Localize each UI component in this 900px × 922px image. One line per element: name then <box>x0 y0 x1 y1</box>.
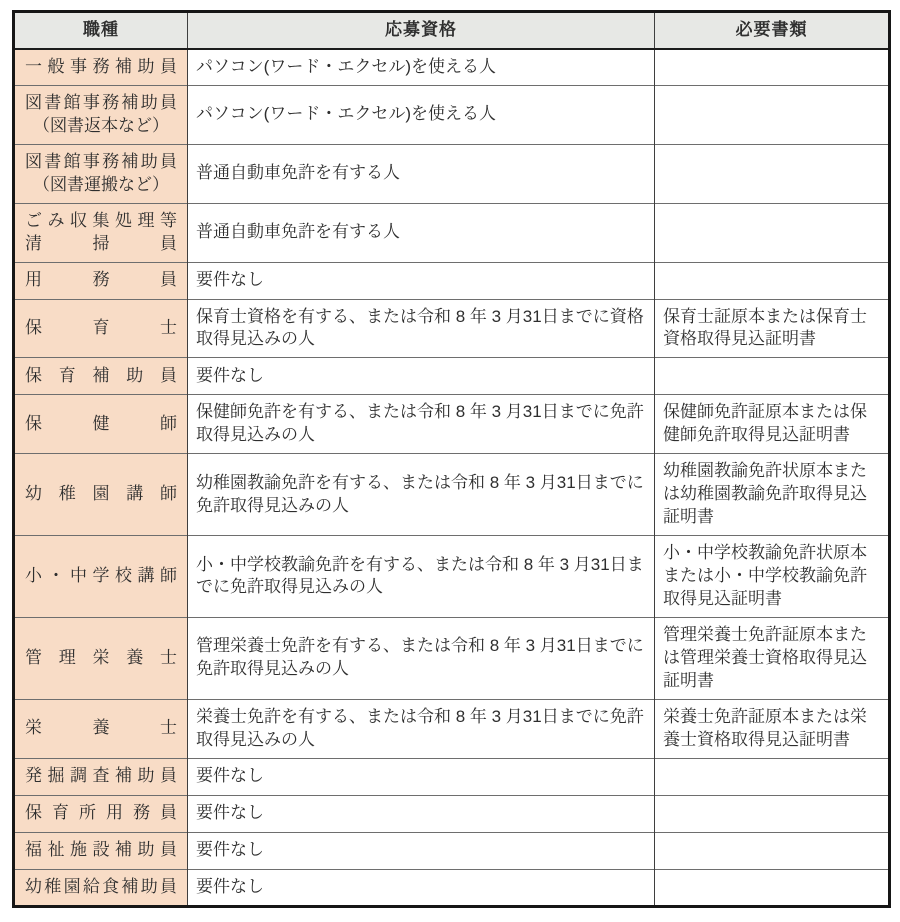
job-type-line: 発掘調査補助員 <box>25 766 177 786</box>
job-type-cell <box>14 832 188 869</box>
job-type-cell <box>14 758 188 795</box>
table-row <box>14 869 890 906</box>
job-type-cell <box>14 49 188 85</box>
job-type-line: 福祉施設補助員 <box>25 840 177 860</box>
documents-cell <box>655 85 890 144</box>
table-row <box>14 699 890 758</box>
table-row <box>14 536 890 618</box>
qualification-cell: 小・中学校教諭免許を有する、または令和 8 年 3 月31日までに免許取得見込みの人 <box>188 536 655 618</box>
qualification-cell: 普通自動車免許を有する人 <box>188 203 655 262</box>
documents-cell: 小・中学校教諭免許状原本または小・中学校教諭免許取得見込証明書 <box>655 536 890 618</box>
qualification-cell: 要件なし <box>188 832 655 869</box>
job-type-line: 一般事務補助員 <box>25 56 177 76</box>
documents-cell <box>655 795 890 832</box>
column-header-required-documents: 必要書類 <box>655 12 890 49</box>
job-type-cell <box>14 395 188 454</box>
column-header-qualifications: 応募資格 <box>188 12 655 49</box>
table-row <box>14 617 890 699</box>
table-header <box>14 12 890 49</box>
qualification-cell: 管理栄養士免許を有する、または令和 8 年 3 月31日までに免許取得見込みの人 <box>188 617 655 699</box>
header-row <box>14 12 890 49</box>
job-type-line: （図書返本など） <box>33 115 169 135</box>
table-row <box>14 85 890 144</box>
table-row <box>14 144 890 203</box>
job-type-cell <box>14 795 188 832</box>
job-type-cell <box>14 203 188 262</box>
documents-cell: 保育士証原本または保育士資格取得見込証明書 <box>655 299 890 358</box>
job-type-line: 清掃員 <box>25 233 177 253</box>
table-row <box>14 358 890 395</box>
job-type-cell <box>14 299 188 358</box>
job-type-line: 管理栄養士 <box>25 647 177 667</box>
job-type-line: 図書館事務補助員 <box>25 92 177 112</box>
qualification-cell: パソコン(ワード・エクセル)を使える人 <box>188 85 655 144</box>
table-row <box>14 758 890 795</box>
documents-cell: 管理栄養士免許証原本または管理栄養士資格取得見込証明書 <box>655 617 890 699</box>
job-type-cell <box>14 617 188 699</box>
documents-cell <box>655 758 890 795</box>
job-type-cell <box>14 85 188 144</box>
job-type-line: 保健師 <box>25 413 177 433</box>
documents-cell: 栄養士免許証原本または栄養士資格取得見込証明書 <box>655 699 890 758</box>
qualification-cell: 要件なし <box>188 869 655 906</box>
table-row <box>14 262 890 299</box>
qualification-cell: 保健師免許を有する、または令和 8 年 3 月31日までに免許取得見込みの人 <box>188 395 655 454</box>
job-type-line: ごみ収集処理等 <box>25 210 177 230</box>
table-row <box>14 395 890 454</box>
qualification-cell: 要件なし <box>188 262 655 299</box>
documents-cell <box>655 869 890 906</box>
job-type-cell <box>14 262 188 299</box>
qualification-cell: 幼稚園教諭免許を有する、または令和 8 年 3 月31日までに免許取得見込みの人 <box>188 454 655 536</box>
qualification-cell: 要件なし <box>188 795 655 832</box>
table-body <box>14 49 890 906</box>
job-type-line: 図書館事務補助員 <box>25 151 177 171</box>
table-row <box>14 454 890 536</box>
job-type-line: 用務員 <box>25 270 177 290</box>
job-type-line: 保育士 <box>25 317 177 337</box>
qualification-cell: 保育士資格を有する、または令和 8 年 3 月31日までに資格取得見込みの人 <box>188 299 655 358</box>
qualification-cell: パソコン(ワード・エクセル)を使える人 <box>188 49 655 85</box>
job-type-line: 保育補助員 <box>25 365 177 385</box>
qualification-cell: 栄養士免許を有する、または令和 8 年 3 月31日までに免許取得見込みの人 <box>188 699 655 758</box>
job-type-cell <box>14 358 188 395</box>
job-type-line: 幼稚園給食補助員 <box>25 876 177 896</box>
documents-cell <box>655 262 890 299</box>
recruitment-requirements-table <box>12 10 891 908</box>
job-type-cell <box>14 536 188 618</box>
job-type-line: 栄養士 <box>25 718 177 738</box>
table-row <box>14 795 890 832</box>
documents-cell <box>655 358 890 395</box>
qualification-cell: 普通自動車免許を有する人 <box>188 144 655 203</box>
table-row <box>14 832 890 869</box>
table-row <box>14 203 890 262</box>
column-header-job-type: 職種 <box>14 12 188 49</box>
job-type-line: 小・中学校講師 <box>25 566 177 585</box>
job-type-line: 保育所用務員 <box>25 803 177 823</box>
job-type-cell <box>14 454 188 536</box>
qualification-cell: 要件なし <box>188 758 655 795</box>
documents-cell <box>655 144 890 203</box>
job-type-line: （図書運搬など） <box>33 174 169 194</box>
job-type-cell <box>14 144 188 203</box>
qualification-cell: 要件なし <box>188 358 655 395</box>
table-row <box>14 299 890 358</box>
job-type-cell <box>14 869 188 906</box>
documents-cell <box>655 49 890 85</box>
job-type-line: 幼稚園講師 <box>25 484 177 504</box>
job-type-cell <box>14 699 188 758</box>
documents-cell <box>655 203 890 262</box>
documents-cell <box>655 832 890 869</box>
documents-cell: 保健師免許証原本または保健師免許取得見込証明書 <box>655 395 890 454</box>
documents-cell: 幼稚園教諭免許状原本または幼稚園教諭免許取得見込証明書 <box>655 454 890 536</box>
table-row <box>14 49 890 85</box>
